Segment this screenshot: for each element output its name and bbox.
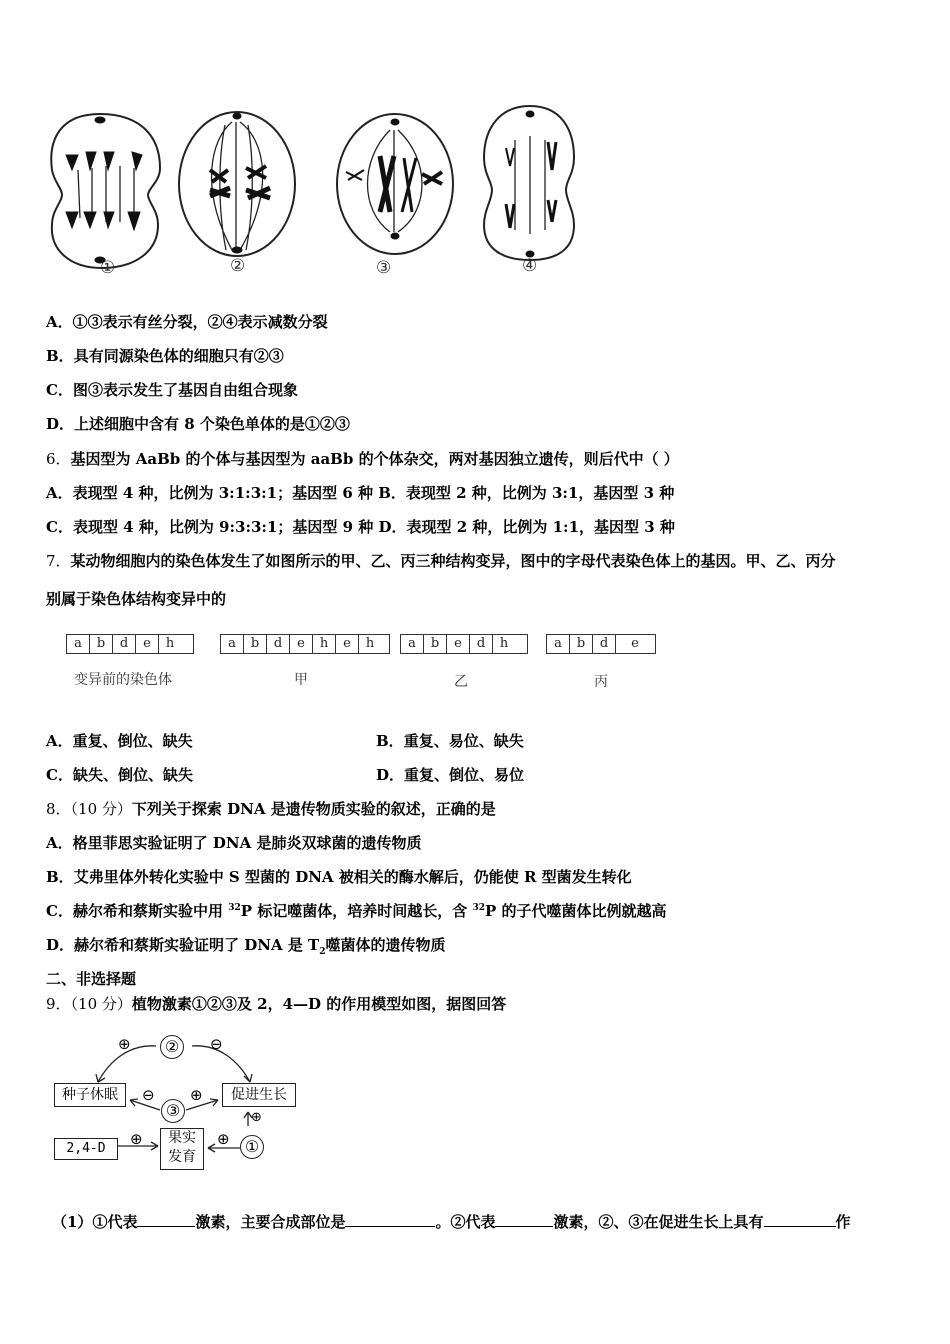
q8-option-d: D．赫尔希和蔡斯实验证明了 DNA 是 $T_2$噬菌体的遗传物质 bbox=[46, 936, 446, 957]
chromosome-yi: a b e d h bbox=[400, 634, 528, 654]
q7-option-a: A．重复、倒位、缺失 bbox=[46, 732, 193, 750]
cell-label-3: ③ bbox=[376, 258, 392, 278]
cell-division-figure bbox=[40, 100, 600, 290]
q8-option-c: C．赫尔希和蔡斯实验中用 $^{32}$P 标记噬菌体，培养时间越长，含 $^{32}$P 的子代噬菌体比例就越高 bbox=[46, 902, 667, 920]
auxin-analog-box: 2,4-D bbox=[54, 1138, 118, 1160]
q6-options-row1: A．表现型 4 种，比例为 3:1:3:1；基因型 6 种 B．表现型 2 种，比例为 3:1，基因型 3 种 bbox=[46, 484, 675, 502]
plus-sign: ⊕ bbox=[217, 1130, 230, 1148]
fruit-dev-line1: 果实 bbox=[168, 1130, 196, 1146]
q8-stem: 8．（10 分）下列关于探索 DNA 是遗传物质实验的叙述，正确的是 bbox=[46, 800, 496, 818]
chromosome-original: a b d e h bbox=[66, 634, 194, 654]
q9-sub1: （1）①代表 激素，主要合成部位是 。②代表 激素，②、③在促进生长上具有 作 bbox=[52, 1213, 851, 1231]
q7-option-b: B．重复、易位、缺失 bbox=[376, 732, 524, 750]
promote-growth-box: 促进生长 bbox=[222, 1083, 296, 1107]
chromosome-bing: a b d e bbox=[546, 634, 656, 654]
chromosome-jia: a b d e h e h bbox=[220, 634, 390, 654]
plus-sign: ⊕ bbox=[251, 1110, 262, 1125]
hormone-1-node: ① bbox=[240, 1135, 264, 1159]
q7-stem-cont: 别属于染色体结构变异中的 bbox=[46, 590, 227, 608]
chromosome-bing-caption: 丙 bbox=[594, 674, 608, 690]
q9-stem: 9．（10 分）植物激素①②③及 2，4—D 的作用模型如图，据图回答 bbox=[46, 995, 507, 1013]
minus-sign: ⊖ bbox=[210, 1035, 223, 1053]
q6-options-row2: C．表现型 4 种，比例为 9:3:3:1；基因型 9 种 D．表现型 2 种，比例为 1:1，基因型 3 种 bbox=[46, 518, 675, 536]
seed-dormancy-box: 种子休眠 bbox=[54, 1083, 126, 1107]
plus-sign: ⊕ bbox=[118, 1035, 131, 1053]
q7-stem: 7．某动物细胞内的染色体发生了如图所示的甲、乙、丙三种结构变异，图中的字母代表染色体上的基因。甲、乙、丙分 bbox=[46, 552, 836, 570]
plus-sign: ⊕ bbox=[130, 1130, 143, 1148]
fruit-development-box bbox=[160, 1128, 204, 1170]
fruit-dev-line2: 发育 bbox=[168, 1149, 196, 1165]
q6-stem: 6．基因型为 AaBb 的个体与基因型为 aaBb 的个体杂交，两对基因独立遗传，则后代中（ ） bbox=[46, 450, 679, 468]
plus-sign: ⊕ bbox=[190, 1086, 203, 1104]
cell-label-1: ① bbox=[100, 258, 116, 278]
chromosome-yi-caption: 乙 bbox=[454, 674, 468, 690]
minus-sign: ⊖ bbox=[142, 1086, 155, 1104]
hormone-3-node: ③ bbox=[161, 1099, 185, 1123]
cell-label-2: ② bbox=[230, 256, 246, 276]
q8-option-a: A．格里菲思实验证明了 DNA 是肺炎双球菌的遗传物质 bbox=[46, 834, 422, 852]
chromosome-jia-caption: 甲 bbox=[294, 672, 308, 688]
q7-option-c: C．缺失、倒位、缺失 bbox=[46, 766, 193, 784]
hormone-2-node: ② bbox=[160, 1035, 184, 1059]
q5-option-a: A．①③表示有丝分裂，②④表示减数分裂 bbox=[46, 313, 328, 331]
q8-option-b: B．艾弗里体外转化实验中 S 型菌的 DNA 被相关的酶水解后，仍能使 R 型菌发生转化 bbox=[46, 868, 632, 886]
q7-option-d: D．重复、倒位、易位 bbox=[376, 766, 525, 784]
q5-option-b: B．具有同源染色体的细胞只有②③ bbox=[46, 347, 284, 365]
q5-option-c: C．图③表示发生了基因自由组合现象 bbox=[46, 381, 298, 399]
q5-option-d: D．上述细胞中含有 8 个染色单体的是①②③ bbox=[46, 415, 350, 433]
section-title: 二、非选择题 bbox=[46, 970, 137, 988]
chromosome-original-caption: 变异前的染色体 bbox=[74, 672, 172, 688]
cell-label-4: ④ bbox=[522, 256, 538, 276]
